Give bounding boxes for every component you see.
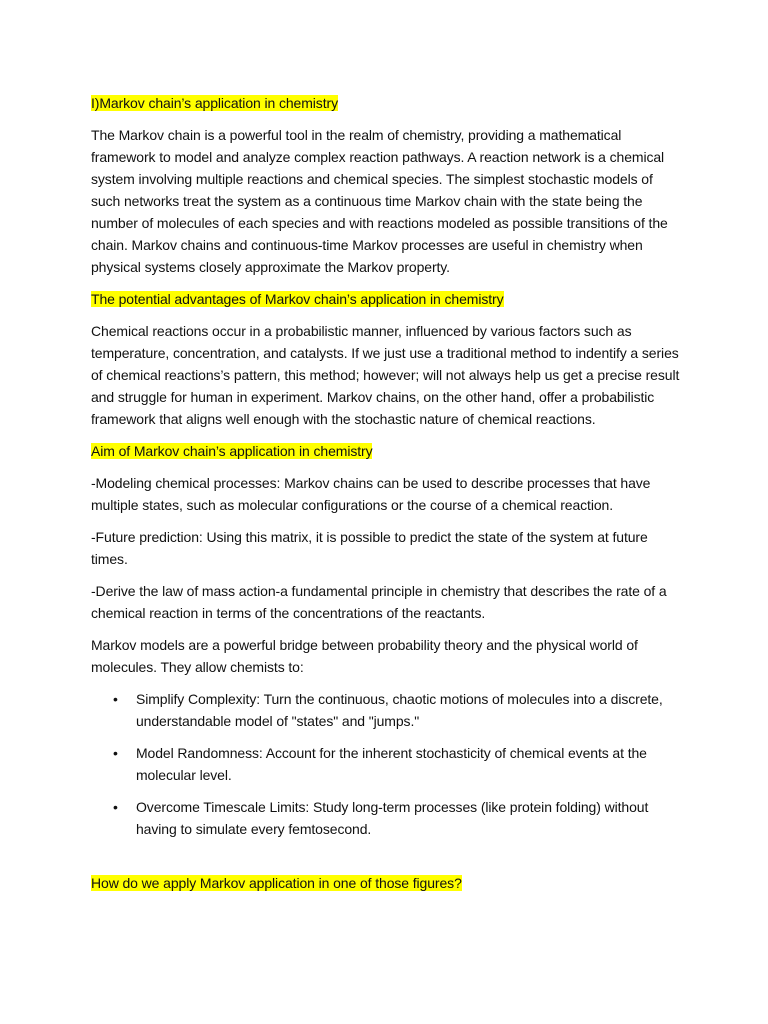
list-item-text: Model Randomness: Account for the inherent stochasticity of chemical events at the molecular level. (136, 745, 647, 783)
bullet-dot-icon: • (113, 691, 118, 707)
highlighted-heading-text: I)Markov chain’s application in chemistry (91, 95, 338, 111)
paragraph-aim-modeling: -Modeling chemical processes: Markov chains can be used to describe processes that have multiple states, such as molecular configurations or the course of a chemical reaction. (91, 475, 651, 513)
list-item (91, 796, 681, 840)
paragraph-aim-prediction: -Future prediction: Using this matrix, it is possible to predict the state of the system at future times. (91, 529, 648, 567)
section-heading-application (91, 92, 681, 114)
paragraph-intro: The Markov chain is a powerful tool in the realm of chemistry, providing a mathematical framework to model and analyze complex reaction pathways. A reaction network is a chemical system involving multiple reactions and chemical species. The simplest stochastic models of such networks treat the system as a continuous time Markov chain with the state being the number of molecules of each species and with reactions modeled as possible transitions of the chain. Markov chains and continuous-time Markov processes are useful in chemistry when physical systems closely approximate the Markov property. (91, 127, 668, 275)
paragraph-advantages: Chemical reactions occur in a probabilistic manner, influenced by various factors such as temperature, concentration, and catalysts. If we just use a traditional method to indentify a series of chemical reactions’s pattern, this method; however; will not always help us get a precise result and struggle for human in experiment. Markov chains, on the other hand, offer a probabilistic framework that aligns well enough with the stochastic nature of chemical reactions. (91, 323, 680, 427)
list-item-text: Simplify Complexity: Turn the continuous, chaotic motions of molecules into a discrete, understandable model of "states" and "jumps." (136, 691, 663, 729)
paragraph-bridge: Markov models are a powerful bridge between probability theory and the physical world of molecules. They allow chemists to: (91, 637, 638, 675)
document-page (91, 92, 681, 904)
bullet-dot-icon: • (113, 799, 118, 815)
bullet-dot-icon: • (113, 745, 118, 761)
highlighted-heading-text: The potential advantages of Markov chain’s application in chemistry (91, 291, 504, 307)
highlighted-heading-text: Aim of Markov chain’s application in chemistry (91, 443, 373, 459)
paragraph-aim-mass-action: -Derive the law of mass action-a fundamental principle in chemistry that describes the rate of a chemical reaction in terms of the concentrations of the reactants. (91, 583, 667, 621)
list-item (91, 688, 681, 732)
list-item (91, 742, 681, 786)
list-item-text: Overcome Timescale Limits: Study long-term processes (like protein folding) without having to simulate every femtosecond. (136, 799, 649, 837)
blank-line (91, 850, 681, 872)
bullet-list (91, 688, 681, 840)
highlighted-heading-text: How do we apply Markov application in one of those figures? (91, 875, 462, 891)
section-heading-advantages (91, 288, 681, 310)
section-heading-aim (91, 440, 681, 462)
section-heading-question (91, 872, 681, 894)
